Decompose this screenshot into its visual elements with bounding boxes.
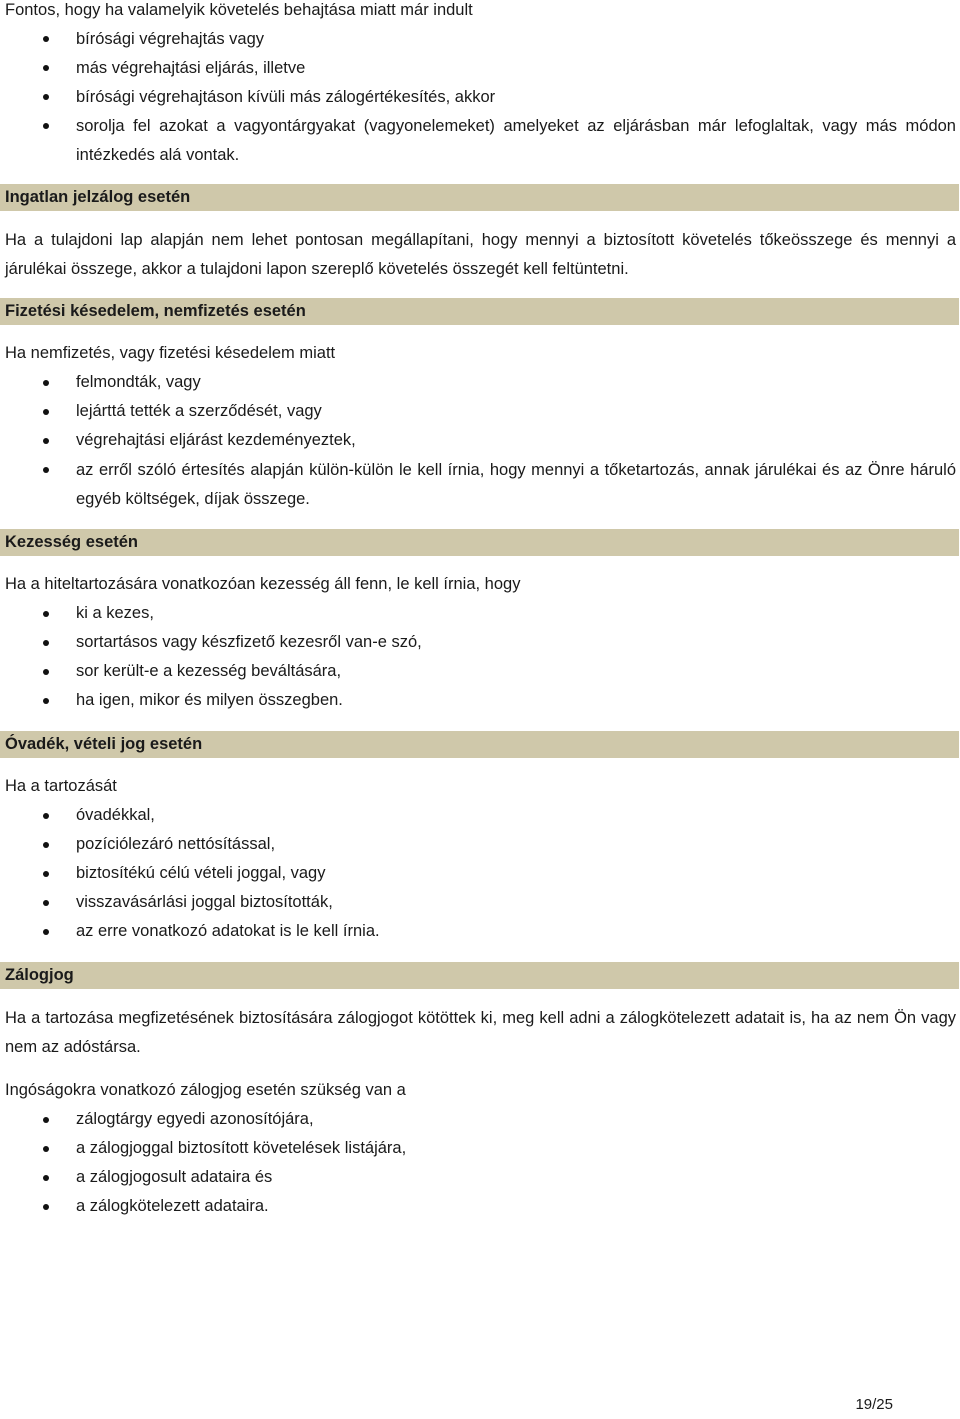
list-item: biztosítékú célú vételi joggal, vagy <box>76 864 326 882</box>
fizetesi-lead: Ha nemfizetés, vagy fizetési késedelem miatt <box>5 344 336 362</box>
section-heading-ovadek: Óvadék, vételi jog esetén <box>0 731 959 758</box>
bullet-icon <box>43 900 49 906</box>
bullet-icon <box>43 94 49 100</box>
list-item: sor került-e a kezesség beváltására, <box>76 662 342 680</box>
kezesseg-lead: Ha a hiteltartozására vonatkozóan kezesség áll fenn, le kell írnia, hogy <box>5 575 521 593</box>
bullet-icon <box>43 669 49 675</box>
bullet-icon <box>43 1117 49 1123</box>
list-item: sortartásos vagy készfizető kezesről van-e szó, <box>76 633 422 651</box>
list-item: a zálogjoggal biztosított követelések listájára, <box>76 1139 407 1157</box>
bullet-icon <box>43 842 49 848</box>
bullet-icon <box>43 640 49 646</box>
bullet-icon <box>43 409 49 415</box>
list-item: ha igen, mikor és milyen összegben. <box>76 691 343 709</box>
list-item: zálogtárgy egyedi azonosítójára, <box>76 1110 314 1128</box>
zalogjog-text: Ha a tartozása megfizetésének biztosítására zálogjogot kötöttek ki, meg kell adni a zálogkötelezett adatait is, ha az nem Ön vagy nem az adóstársa. <box>5 1009 956 1056</box>
intro-lead: Fontos, hogy ha valamelyik követelés behajtása miatt már indult <box>5 1 473 19</box>
page-number: 19/25 <box>855 1396 893 1413</box>
list-item: a zálogkötelezett adataira. <box>76 1197 269 1215</box>
bullet-icon <box>43 871 49 877</box>
list-item: végrehajtási eljárást kezdeményeztek, <box>76 431 356 449</box>
bullet-icon <box>43 36 49 42</box>
ingatlan-text: Ha a tulajdoni lap alapján nem lehet pontosan megállapítani, hogy mennyi a biztosított követelés tőkeösszege és mennyi a járulékai összege, akkor a tulajdoni lapon szereplő követelés összegét kell feltüntetni. <box>5 231 956 278</box>
list-item: felmondták, vagy <box>76 373 201 391</box>
bullet-icon <box>43 1175 49 1181</box>
bullet-icon <box>43 1146 49 1152</box>
section-heading-zalogjog: Zálogjog <box>0 962 959 989</box>
bullet-icon <box>43 123 49 129</box>
list-item: más végrehajtási eljárás, illetve <box>76 59 306 77</box>
list-item: visszavásárlási joggal biztosították, <box>76 893 333 911</box>
section-heading-ingatlan: Ingatlan jelzálog esetén <box>0 184 959 211</box>
list-item: sorolja fel azokat a vagyontárgyakat (vagyonelemeket) amelyeket az eljárásban már lefoglaltak, vagy más módon intézkedés alá vontak. <box>76 117 956 164</box>
bullet-icon <box>43 611 49 617</box>
bullet-icon <box>43 438 49 444</box>
list-item: óvadékkal, <box>76 806 155 824</box>
list-item: a zálogjogosult adataira és <box>76 1168 273 1186</box>
zalogjog-lead: Ingóságokra vonatkozó zálogjog esetén szükség van a <box>5 1081 406 1099</box>
bullet-icon <box>43 1204 49 1210</box>
bullet-icon <box>43 65 49 71</box>
bullet-icon <box>43 813 49 819</box>
list-item: bírósági végrehajtás vagy <box>76 30 265 48</box>
list-item: az erről szóló értesítés alapján külön-külön le kell írnia, hogy mennyi a tőketartozás, annak járulékai és az Önre háruló egyéb költségek, díjak összege. <box>76 461 956 508</box>
list-item: ki a kezes, <box>76 604 154 622</box>
ovadek-lead: Ha a tartozását <box>5 777 117 795</box>
bullet-icon <box>43 698 49 704</box>
section-heading-fizetesi: Fizetési késedelem, nemfizetés esetén <box>0 298 959 325</box>
list-item: az erre vonatkozó adatokat is le kell írnia. <box>76 922 380 940</box>
section-heading-kezesseg: Kezesség esetén <box>0 529 959 556</box>
bullet-icon <box>43 929 49 935</box>
list-item: lejárttá tették a szerződését, vagy <box>76 402 322 420</box>
list-item: pozíciólezáró nettósítással, <box>76 835 276 853</box>
bullet-icon <box>43 380 49 386</box>
list-item: bírósági végrehajtáson kívüli más zálogértékesítés, akkor <box>76 88 496 106</box>
bullet-icon <box>43 467 49 473</box>
